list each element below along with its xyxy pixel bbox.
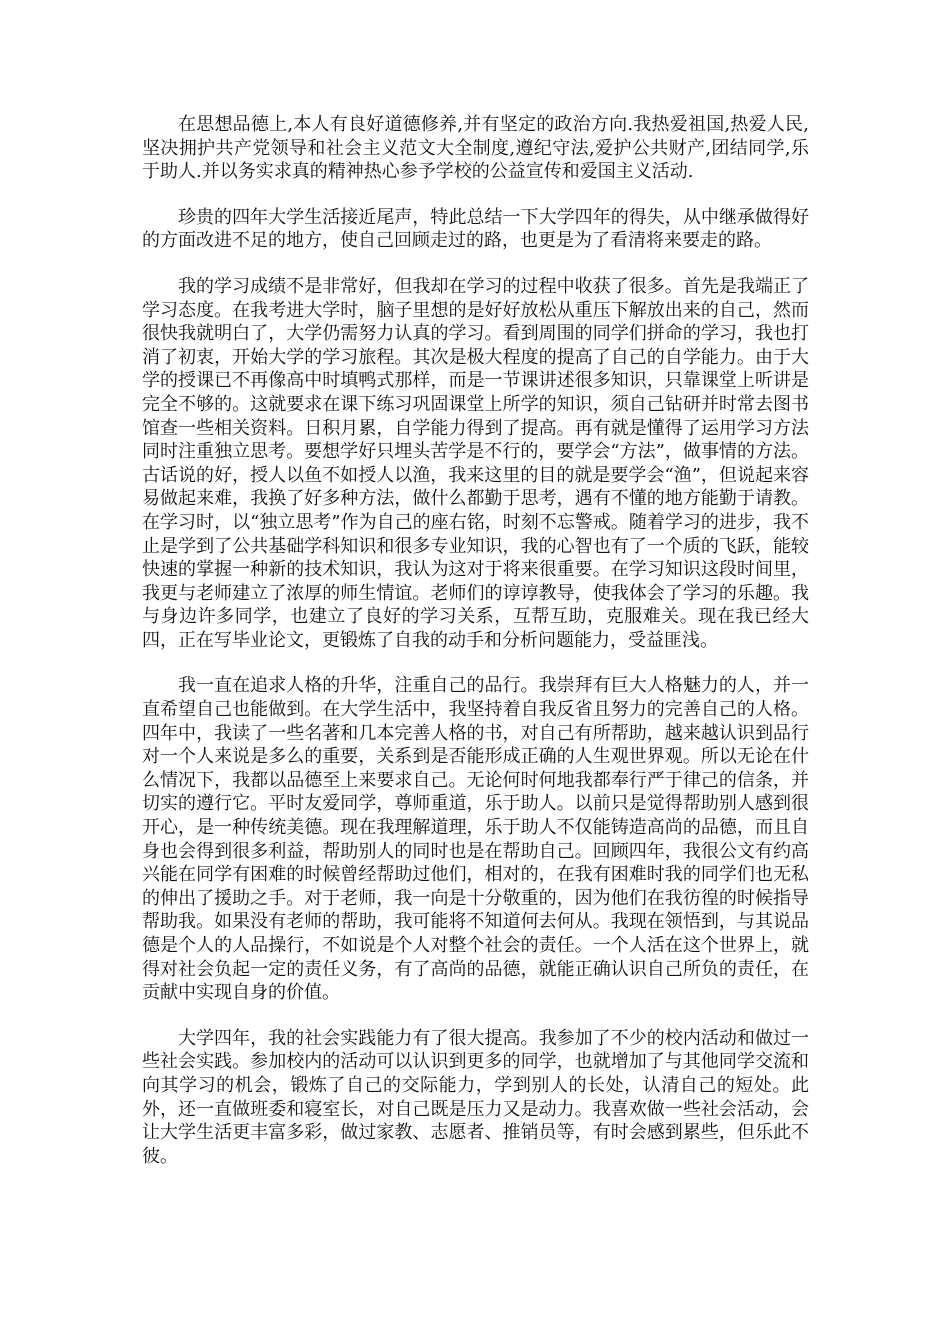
paragraph-social-practice: 大学四年，我的社会实践能力有了很大提高。我参加了不少的校内活动和做过一些社会实践。参加校内的活动可以认识到更多的同学，也就增加了与其他同学交流和向其学习的机会，锻炼了自己的交际能力，学到别人的长处，认清自己的短处。此外，还一直做班委和寝室长，对自己既是压力又是动力。我喜欢做一些社会活动，会让大学生活更丰富多彩，做过家教、志愿者、推销员等，有时会感到累些，但乐此不彼。 <box>142 1027 809 1167</box>
paragraph-study: 我的学习成绩不是非常好，但我却在学习的过程中收获了很多。首先是我端正了学习态度。在我考进大学时，脑子里想的是好好放松从重压下解放出来的自己，然而很快我就明白了，大学仍需努力认真的学习。看到周围的同学们拼命的学习，我也打消了初衷，开始大学的学习旅程。其次是极大程度的提高了自己的自学能力。由于大学的授课已不再像高中时填鸭式那样，而是一节课讲述很多知识，只靠课堂上听讲是完全不够的。这就要求在课下练习巩固课堂上所学的知识，须自己钻研并时常去图书馆查一些相关资料。日积月累，自学能力得到了提高。再有就是懂得了运用学习方法同时注重独立思考。要想学好只埋头苦学是不行的，要学会“方法”，做事情的方法。古话说的好，授人以鱼不如授人以渔，我来这里的目的就是要学会“渔”，但说起来容易做起来难，我换了好多种方法，做什么都勤于思考，遇有不懂的地方能勤于请教。在学习时，以“独立思考”作为自己的座右铭，时刻不忘警戒。随着学习的进步，我不止是学到了公共基础学科知识和很多专业知识，我的心智也有了一个质的飞跃，能较快速的掌握一种新的技术知识，我认为这对于将来很重要。在学习知识这段时间里，我更与老师建立了浓厚的师生情谊。老师们的谆谆教导，使我体会了学习的乐趣。我与身边许多同学，也建立了良好的学习关系，互帮互助，克服难关。现在我已经大四，正在写毕业论文，更锻炼了自我的动手和分析问题能力，受益匪浅。 <box>142 275 809 651</box>
document-body <box>142 113 809 1190</box>
paragraph-character: 我一直在追求人格的升华，注重自己的品行。我崇拜有巨大人格魅力的人，并一直希望自己也能做到。在大学生活中，我坚持着自我反省且努力的完善自己的人格。四年中，我读了一些名著和几本完善人格的书，对自己有所帮助，越来越认识到品行对一个人来说是多么的重要，关系到是否能形成正确的人生观世界观。所以无论在什么情况下，我都以品德至上来要求自己。无论何时何地我都奉行严于律己的信条，并切实的遵行它。平时友爱同学，尊师重道，乐于助人。以前只是觉得帮助别人感到很开心，是一种传统美德。现在我理解道理，乐于助人不仅能铸造高尚的品德，而且自身也会得到很多利益，帮助别人的同时也是在帮助自己。回顾四年，我很公文有约高兴能在同学有困难的时候曾经帮助过他们，相对的，在我有困难时我的同学们也无私的伸出了援助之手。对于老师，我一向是十分敬重的，因为他们在我彷徨的时候指导帮助我。如果没有老师的帮助，我可能将不知道何去何从。我现在领悟到，与其说品德是个人的人品操行，不如说是个人对整个社会的责任。一个人活在这个世界上，就得对社会负起一定的责任义务，有了高尚的品德，就能正确认识自己所负的责任，在贡献中实现自身的价值。 <box>142 675 809 1004</box>
paragraph-introduction: 珍贵的四年大学生活接近尾声，特此总结一下大学四年的得失，从中继承做得好的方面改进不足的地方，使自己回顾走过的路，也更是为了看清将来要走的路。 <box>142 206 809 252</box>
paragraph-political-morality: 在思想品德上,本人有良好道德修养,并有坚定的政治方向.我热爱祖国,热爱人民,坚决拥护共产党领导和社会主义范文大全制度,遵纪守法,爱护公共财产,团结同学,乐于助人.并以务实求真的精神热心参予学校的公益宣传和爱国主义活动. <box>142 114 809 183</box>
